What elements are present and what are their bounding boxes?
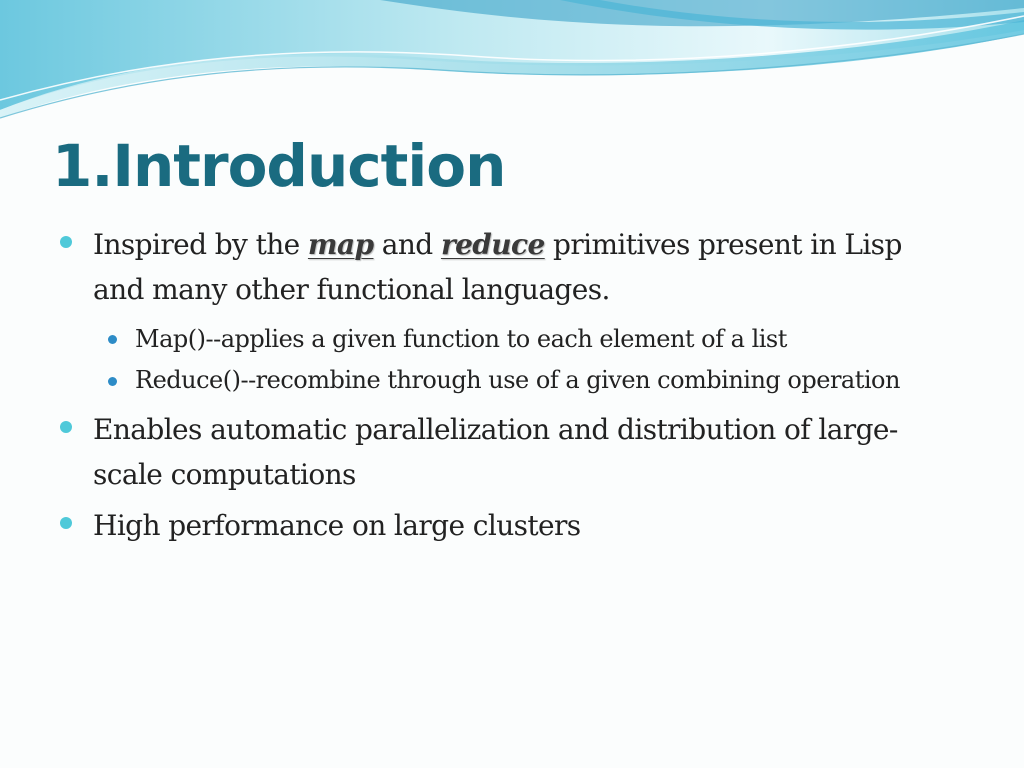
sub-bullet-dot-icon xyxy=(108,335,117,344)
bullet-text-part: Inspired by the xyxy=(93,228,308,261)
bullet-dot-icon xyxy=(60,517,72,529)
bullet-text: Enables automatic parallelization and distribution of large-scale computations xyxy=(93,413,898,491)
emphasis-map: map xyxy=(307,228,374,261)
slide-title: 1.Introduction xyxy=(52,132,506,200)
bullet-item xyxy=(60,222,960,312)
bullet-list xyxy=(60,222,960,554)
bullet-text: High performance on large clusters xyxy=(93,509,581,542)
sub-bullet-item xyxy=(60,360,960,401)
bullet-item xyxy=(60,503,960,548)
sub-bullet-text: Reduce()--recombine through use of a given combining operation xyxy=(135,366,900,394)
emphasis-reduce: reduce xyxy=(440,228,545,261)
bullet-dot-icon xyxy=(60,421,72,433)
bullet-dot-icon xyxy=(60,236,72,248)
sub-bullet-text: Map()--applies a given function to each element of a list xyxy=(135,325,787,353)
header-wave-decoration xyxy=(0,0,1024,130)
bullet-text-part: and xyxy=(373,228,441,261)
sub-bullet-dot-icon xyxy=(108,377,117,386)
bullet-text-part: primitives present in Lisp and many other functional languages. xyxy=(93,228,902,306)
sub-bullet-item xyxy=(60,318,960,360)
bullet-item xyxy=(60,407,960,497)
